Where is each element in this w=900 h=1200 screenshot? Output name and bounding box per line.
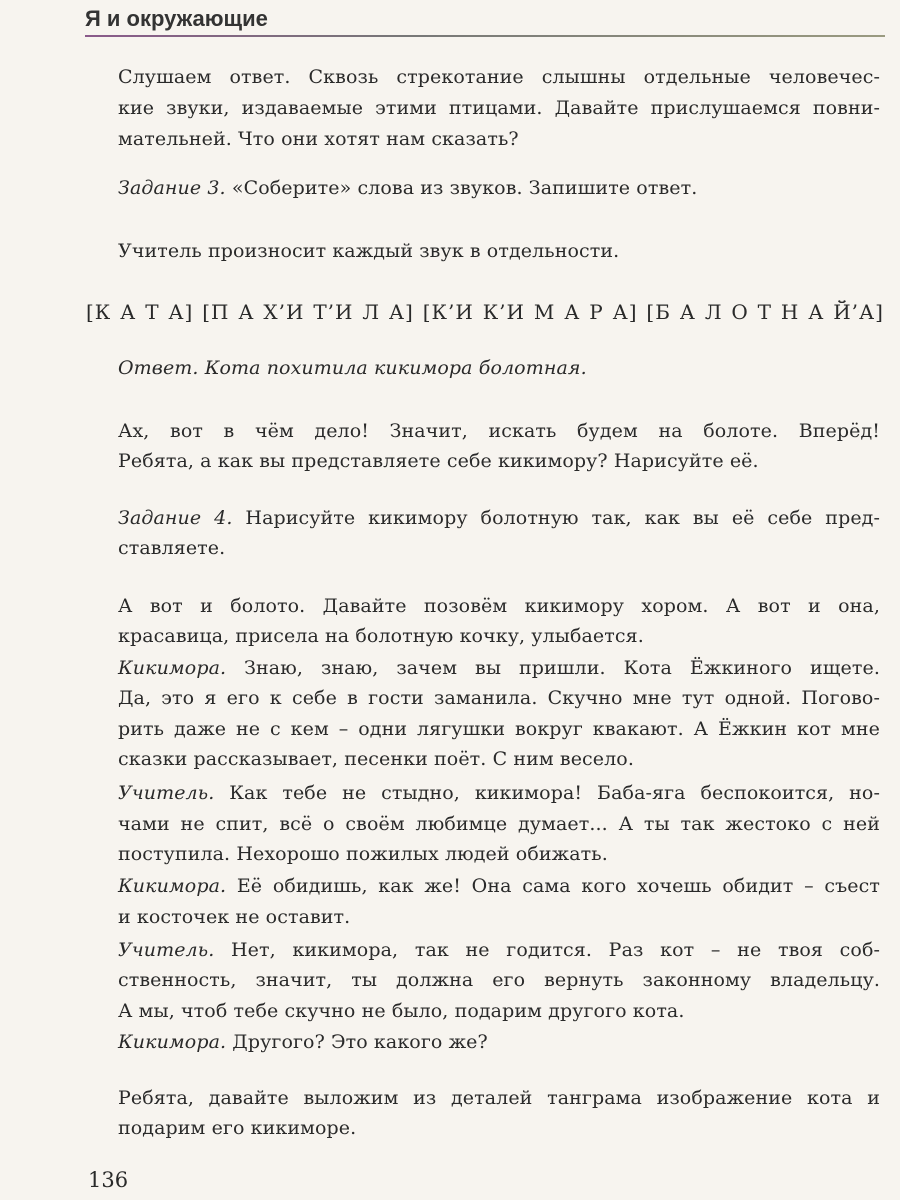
text-line: [118, 1000, 880, 1022]
line-text: чами не спит, всё о своём любимце думает... А ты так жестоко с ней: [118, 813, 880, 835]
text-line: [118, 748, 880, 770]
italic-label: Кикимора.: [118, 1031, 227, 1053]
text-line: [118, 718, 880, 740]
italic-label: Кикимора.: [118, 657, 227, 679]
line-text: А мы, чтоб тебе скучно не было, подарим другого кота.: [118, 1000, 685, 1022]
line-text: поступила. Нехорошо пожилых людей обижать.: [118, 843, 608, 865]
line-text: Как тебе не стыдно, кикимора! Баба-яга беспокоится, но-: [214, 782, 880, 804]
line-text: мательней. Что они хотят нам сказать?: [118, 128, 519, 150]
text-line: [118, 357, 880, 379]
text-line: [118, 969, 880, 991]
text-line: [118, 240, 880, 262]
line-text: рить даже не с кем – одни лягушки вокруг квакают. А Ёжкин кот мне: [118, 718, 880, 740]
line-text: Нет, кикимора, так не годится. Раз кот – не твоя соб-: [214, 939, 880, 961]
text-line: [118, 66, 880, 88]
line-text: ственность, значит, ты должна его вернуть законному владельцу.: [118, 969, 880, 991]
line-text: Ребята, давайте выложим из деталей танграма изображение кота и: [118, 1087, 880, 1109]
italic-label: Ответ. Кота похитила кикимора болотная.: [118, 357, 587, 379]
text-line: [118, 939, 880, 961]
line-text: Ребята, а как вы представляете себе кикимору? Нарисуйте её.: [118, 450, 759, 472]
text-line: [118, 843, 880, 865]
chapter-title: Я и окружающие: [85, 6, 268, 31]
text-line: [118, 177, 880, 199]
line-text: ставляете.: [118, 537, 226, 559]
page-number: 136: [88, 1168, 129, 1192]
italic-label: Задание 4.: [118, 507, 233, 529]
line-text: и косточек не оставит.: [118, 906, 351, 928]
italic-label: Учитель.: [118, 939, 215, 961]
line-text: сказки рассказывает, песенки поёт. С ним весело.: [118, 748, 634, 770]
text-line: [118, 1087, 880, 1109]
line-text: Знаю, знаю, зачем вы пришли. Кота Ёжкиного ищете.: [226, 657, 880, 679]
italic-label: Кикимора.: [118, 875, 227, 897]
text-line: [118, 875, 880, 897]
line-text: Учитель произносит каждый звук в отдельности.: [118, 240, 620, 262]
line-text: Ах, вот в чём дело! Значит, искать будем на болоте. Вперёд!: [118, 420, 880, 442]
text-line: [118, 595, 880, 617]
text-line: [118, 906, 880, 928]
text-line: [118, 507, 880, 529]
italic-label: Задание 3.: [118, 177, 226, 199]
text-line: [118, 782, 880, 804]
text-line: [118, 657, 880, 679]
line-text: Нарисуйте кикимору болотную так, как вы её себе пред-: [232, 507, 880, 529]
text-line: [118, 813, 880, 835]
text-line: [118, 1117, 880, 1139]
line-text: Её обидишь, как же! Она сама кого хочешь обидит – съест: [226, 875, 880, 897]
header-divider: [85, 35, 885, 37]
text-line: [118, 1031, 880, 1053]
text-line: [118, 97, 880, 119]
text-line: [118, 128, 880, 150]
italic-label: Учитель.: [118, 782, 215, 804]
text-line: [118, 625, 880, 647]
line-text: Да, это я его к себе в гости заманила. Скучно мне тут одной. Погово-: [118, 687, 880, 709]
text-line: [118, 537, 880, 559]
text-line: [118, 687, 880, 709]
line-text: «Соберите» слова из звуков. Запишите ответ.: [225, 177, 698, 199]
phonetic-transcription: [К А Т А] [П А Х’И Т’И Л А] [К’И К’И М А Р А] [Б А Л О Т Н А Й’А]: [86, 300, 884, 324]
line-text: кие звуки, издаваемые этими птицами. Давайте прислушаемся повни-: [118, 97, 880, 119]
line-text: подарим его кикиморе.: [118, 1117, 357, 1139]
line-text: А вот и болото. Давайте позовём кикимору хором. А вот и она,: [118, 595, 880, 617]
line-text: Слушаем ответ. Сквозь стрекотание слышны отдельные человечес-: [118, 66, 880, 88]
text-line: [118, 420, 880, 442]
line-text: красавица, присела на болотную кочку, улыбается.: [118, 625, 644, 647]
text-line: [118, 450, 880, 472]
line-text: Другого? Это какого же?: [226, 1031, 488, 1053]
